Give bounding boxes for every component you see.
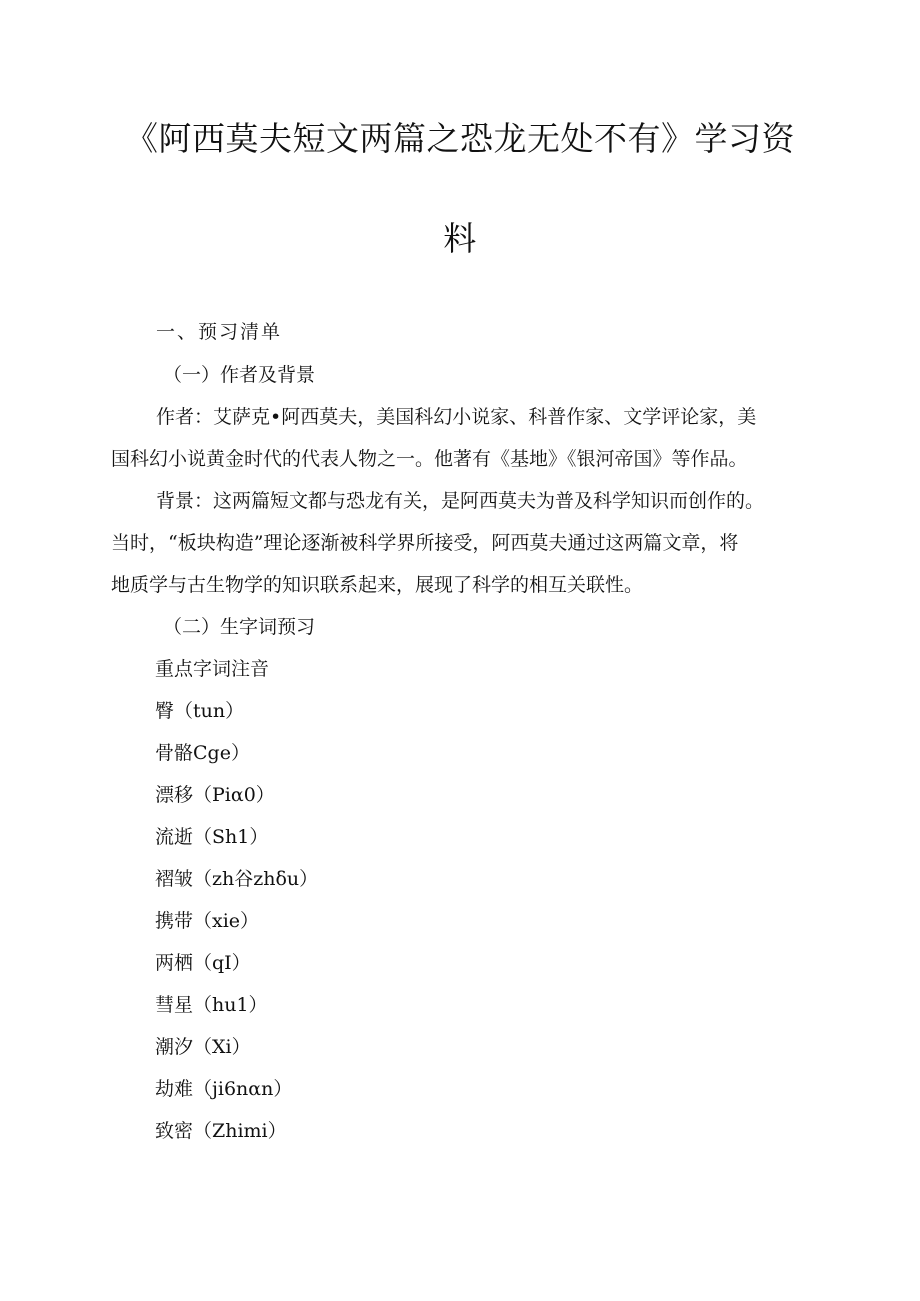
vocab-item: 骨骼Cge） [155, 742, 250, 764]
vocab-item: 漂移（Piα0） [155, 784, 275, 806]
vocab-item: 潮汐（Xi） [155, 1036, 251, 1058]
vocab-item: 彗星（hu1） [155, 994, 268, 1016]
document-title-line-2: 料 [443, 219, 477, 258]
vocab-item: 致密（Zhimi） [155, 1120, 287, 1142]
vocab-item: 两栖（qI） [155, 952, 251, 974]
subsection-heading-vocabulary: （二）生字词预习 [163, 616, 316, 638]
vocabulary-intro: 重点字词注音 [155, 658, 270, 680]
background-paragraph-line-1: 背景：这两篇短文都与恐龙有关，是阿西莫夫为普及科学知识而创作的。 [156, 490, 765, 512]
document-title-line-1: 《阿西莫夫短文两篇之恐龙无处不有》学习资 [125, 119, 795, 158]
subsection-heading-author: （一）作者及背景 [163, 364, 316, 386]
author-paragraph-line-2: 国科幻小说黄金时代的代表人物之一。他著有《基地》《银河帝国》等作品。 [111, 448, 748, 470]
background-paragraph-line-2: 当时，“板块构造”理论逐渐被科学界所接受，阿西莫夫通过这两篇文章，将 [111, 532, 739, 554]
author-paragraph-line-1: 作者：艾萨克•阿西莫夫，美国科幻小说家、科普作家、文学评论家，美 [156, 406, 757, 428]
vocab-item: 褶皱（zh谷zhδu） [155, 868, 319, 890]
vocab-item: 臀（tun） [155, 700, 245, 722]
vocab-item: 流逝（Sh1） [155, 826, 269, 848]
vocab-item: 劫难（ji6nαn） [155, 1078, 293, 1100]
background-paragraph-line-3: 地质学与古生物学的知识联系起来，展现了科学的相互关联性。 [111, 574, 644, 596]
vocab-item: 携带（xie） [155, 910, 260, 932]
section-heading-preview: 一、预习清单 [156, 321, 283, 343]
